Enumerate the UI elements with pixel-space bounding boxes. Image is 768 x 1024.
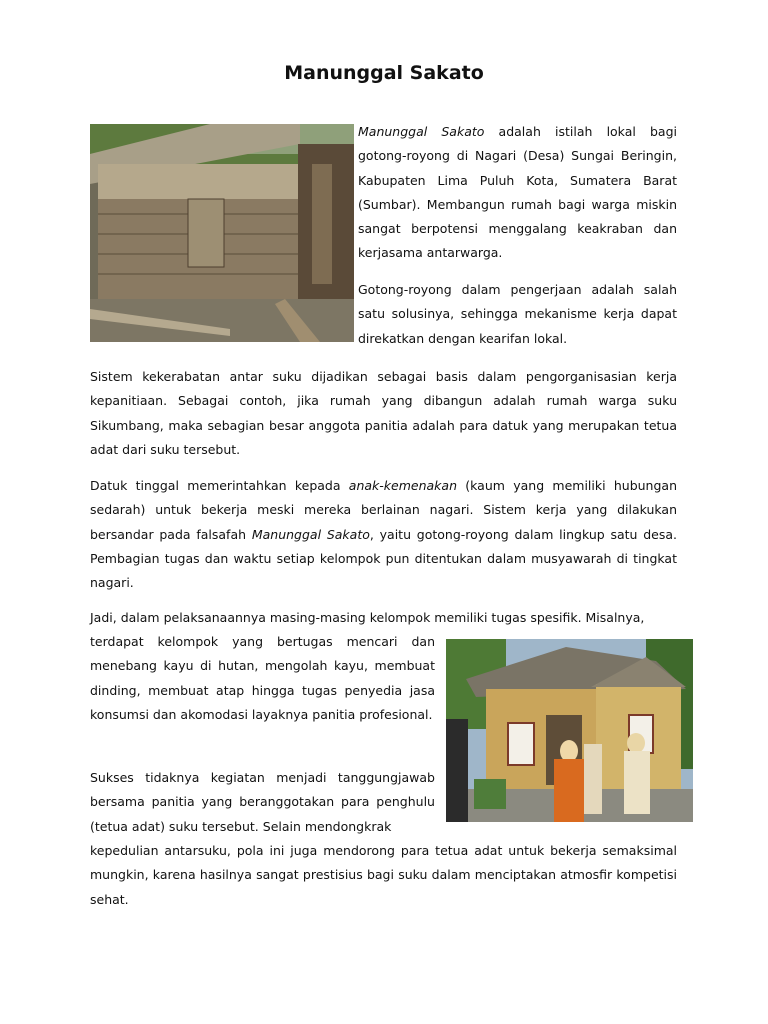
page-title: Manunggal Sakato bbox=[284, 62, 484, 84]
paragraph-4 bbox=[90, 474, 677, 595]
paragraph-4-text-b: (kaum yang memiliki hubungan sedarah) untuk bekerja meski mereka berlainan nagari. Sistem kerja yang dilakukan bersandar pada falsafah bbox=[90, 478, 677, 542]
photo-old-house bbox=[90, 124, 354, 342]
term-manunggal-sakato: Manunggal Sakato bbox=[358, 124, 485, 139]
paragraph-2: Gotong-royong dalam pengerjaan adalah salah satu solusinya, sehingga mekanisme kerja dapat direkatkan dengan kearifan lokal. bbox=[358, 282, 677, 346]
paragraph-6: Sukses tidaknya kegiatan menjadi tanggungjawab bersama panitia yang beranggotakan para penghulu (tetua adat) suku tersebut. Selain mendongkrak bbox=[90, 770, 435, 834]
paragraph-4-text-c: , yaitu gotong-royong dalam lingkup satu desa. Pembagian tugas dan waktu setiap kelompok pun ditentukan dalam musyawarah di tingkat nagari. bbox=[90, 526, 678, 591]
paragraph-5: terdapat kelompok yang bertugas mencari dan menebang kayu di hutan, mengolah kayu, membuat dinding, membuat atap hingga tugas penyedia jasa konsumsi dan akomodasi layaknya panitia profesional. bbox=[90, 634, 435, 722]
term-manunggal-sakato-2: Manunggal Sakato bbox=[251, 526, 370, 542]
term-anak-kemenakan: anak-kemenakan bbox=[348, 478, 457, 493]
paragraph-3: Sistem kekerabatan antar suku dijadikan sebagai basis dalam pengorganisasian kerja kepanitiaan. Sebagai contoh, jika rumah yang dibangun adalah rumah warga suku Sikumbang, maka sebagian besar anggota panitia adalah para datuk yang merupakan tetua adat dari suku tersebut. bbox=[90, 369, 677, 457]
paragraph-1-text: adalah istilah lokal bagi gotong-royong di Nagari (Desa) Sungai Beringin, Kabupaten Lima Puluh Kota, Sumatera Barat (Sumbar). Membangun rumah bagi warga miskin sangat berpotensi menggalang keakraban dan kerjasama antarwarga. bbox=[358, 124, 677, 261]
paragraph-4-text-a: Datuk tinggal memerintahkan kepada bbox=[90, 478, 349, 493]
paragraph-6-continued: kepedulian antarsuku, pola ini juga mendorong para tetua adat untuk bekerja semaksimal mungkin, karena hasilnya sangat prestisius bagi suku dalam menciptakan atmosfir kompetisi sehat. bbox=[90, 843, 677, 907]
photo-new-house bbox=[446, 639, 693, 822]
paragraph-5-first-line: Jadi, dalam pelaksanaannya masing-masing kelompok memiliki tugas spesifik. Misalnya, bbox=[90, 610, 645, 625]
paragraph-1 bbox=[358, 120, 677, 266]
